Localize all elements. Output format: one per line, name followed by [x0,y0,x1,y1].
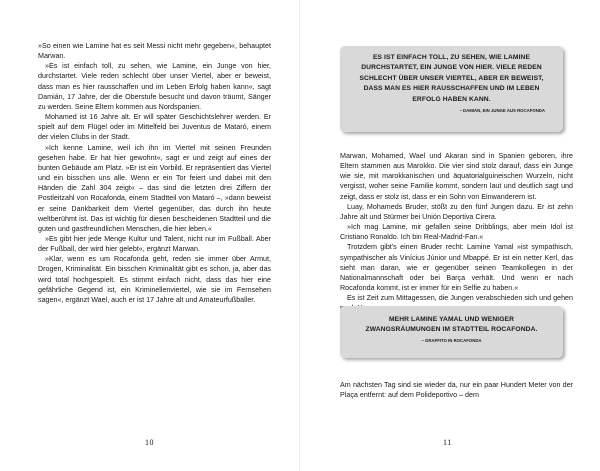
paragraph: »Ich kenne Lamine, weil ich ihn im Viertel mit seinen Freunden gesehen habe. Er hat hier gewohnt«, sagt er und zeigt auf eines der bunten Gebäude am Platz. »Er ist ein Vorbild. Er repräsentiert das Viertel und ein bisschen uns alle. Wenn er ein Tor feiert und dabei mit den Händen die Zahl 304 zeigt« – das sind die letzten drei Ziffern der Postleitzahl von Rocafonda, einem Stadtteil von Mataró –, »dann beweist er seine Dankbarkeit dem Viertel gegenüber, das durch ihn heute weltberühmt ist. Das ist wichtig für diesen bescheidenen Stadtteil und die guten und gastfreundlichen Menschen, die hier leben.« [38,143,271,233]
paragraph: Luay, Mohameds Bruder, stößt zu den fünf Jungen dazu. Er ist zehn Jahre alt und Stürmer bei Unión Deportiva Cirera. [340,202,573,221]
left-body-text [38,41,271,305]
paragraph: Mohamed ist 16 Jahre alt. Er will später Geschichtslehrer werden. Er spielt auf dem Flügel oder im Mittelfeld bei Juventus de Mataró, einem der vielen Clubs in der Stadt. [38,113,271,142]
right-body-text [340,151,573,314]
pull-quote-text: MEHR LAMINE YAMAL UND WENIGER ZWANGSRÄUMUNGEN IM STADTTEIL ROCAFONDA. [365,316,538,334]
paragraph: Trotzdem gibt's einen Bruder recht: Lamine Yamal »ist sympathisch, sympathischer als Vinícius Júnior und Mbappé. Er ist ein netter Kerl, das sieht man daran, wie er gegenüber seinen Teamkollegen in der Nationalmannschaft oder bei Barça verhält. Und wenn er nach Rocafonda kommt, ist er immer für ein Selfie zu haben.« [340,243,573,293]
pull-quote-attribution: – GRAFFITO IN ROCAFONDA [421,337,482,343]
paragraph: Es ist Zeit zum Mittagessen, die Jungen verabschieden sich und gehen [347,294,573,303]
paragraph: »Es gibt hier jede Menge Kultur und Talent, nicht nur im Fußball. Aber der Fußball, der wird hier gelebt«, ergänzt Marwan. [38,234,271,254]
pull-quote-text: ES IST EINFACH TOLL, ZU SEHEN, WIE LAMINE DURCHSTARTET, EIN JUNGE VON HIER. VIELE REDEN SCHLECHT ÜBER UNSER VIERTEL, ABER ER BEWEIST, DASS MAN ES HIER RAUSSCHAFFEN UND IM LEBEN ERFOLG HABEN KANN. [359,54,544,103]
pull-quote-bottom [340,306,563,358]
page-number-left: 10 [145,438,154,447]
paragraph: Am nächsten Tag sind sie wieder da, nur ein paar Hundert Meter von der Plaça entfernt: auf dem Polideportivo – dem [340,381,573,400]
pull-quote-top [340,46,563,132]
paragraph: »Es ist einfach toll, zu sehen, wie Lamine, ein Junge von hier, durchstartet. Viele reden schlecht über unser Viertel, aber er beweist, dass man es hier rausschaffen und im Leben Erfolg haben kann«, sagt Damián, 17 Jahre, der die Oberstufe besucht und davon träumt, Sänger zu werden. Seine Eltern kommen aus Nordspanien. [38,62,271,111]
paragraph: »So einen wie Lamine hat es seit Messi nicht mehr gegeben«, behauptet Marwan. [38,42,271,61]
paragraph: »Ich mag Lamine, mir gefallen seine Dribblings, aber mein Idol ist Cristiano Ronaldo. Ich bin Real-Madrid-Fan.« [340,223,573,242]
pull-quote-attribution: – DAMIÁN, EIN JUNGE AUS ROCAFONDA [459,108,545,114]
paragraph: Marwan, Mohamed, Wael und Akaran sind in Spanien geboren, ihre Eltern stammen aus Marokko. Die vier sind stolz darauf, dass ein Junge wie sie, mit marokkanischen und äquatorialguineischen Wurzeln, nicht vergisst, woher seine Familie kommt, sondern laut und deutlich sagt und zeigt, dass er stolz ist, dass er ein Sohn von Einwanderern ist. [340,152,573,201]
paragraph: »Klar, wenn es um Rocafonda geht, reden sie immer über Armut, Drogen, Kriminalität. Ein bisschen Kriminalität gibt es schon, ja, aber das wird total hochgespielt. Es stimmt einfach nicht, dass das hier eine gefährliche Gegend ist, ein Kriminellenviertel, wie sie im Fernsehen sagen«, ergänzt Wael, auch er ist 17 Jahre alt und Amateurfußballer. [38,255,271,304]
right-body-text-continued [340,380,573,400]
page-number-right: 11 [443,438,452,447]
